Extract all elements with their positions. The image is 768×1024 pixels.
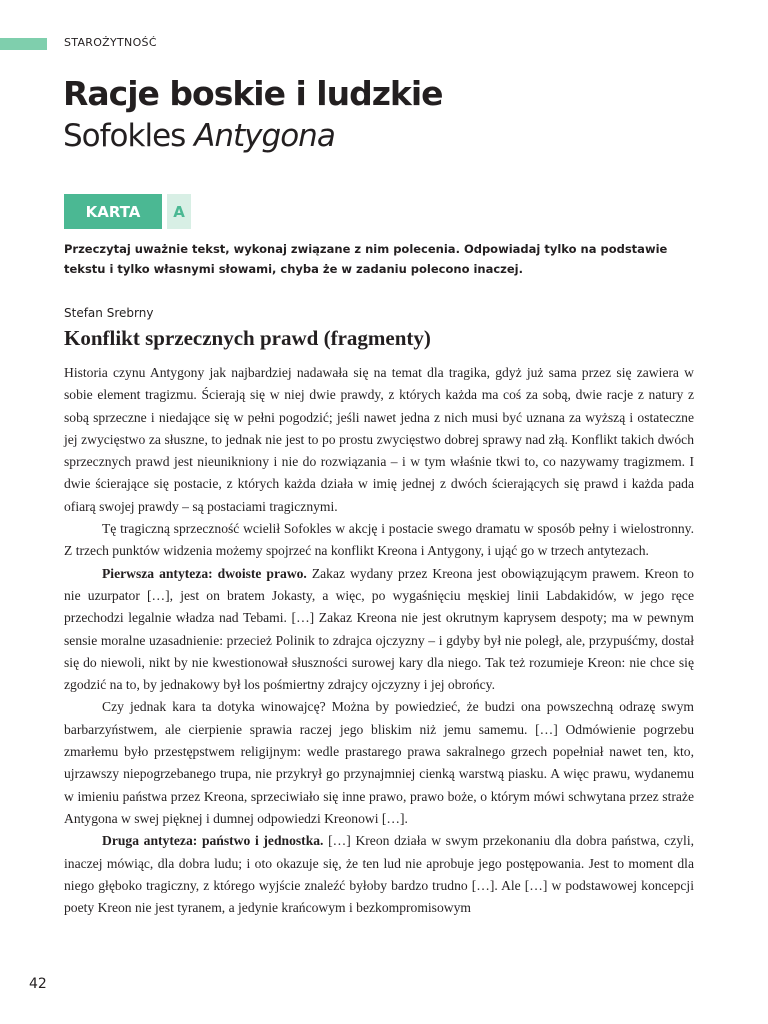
paragraph-2-body: Tę tragiczną sprzeczność wcielił Sofokles w akcję i postacie swego dramatu w sposób pełny i wielostronny. Z trzech punktów widzenia możemy spojrzeć na konflikt Kreona i Antygony, i ująć go w trzech antytezach. [64,521,694,559]
page-title: Racje boskie i ludzkie [63,74,443,113]
article-body [64,362,694,919]
paragraph-3-body: Zakaz wydany przez Kreona jest obowiązującym prawem. Kreon to nie uzurpator […], jest on bratem Jokasty, a więc, po wygaśnięciu męskiej linii Labdakidów, w jego ręce przechodzi legalnie władza nad Tebami. […] Zakaz Kreona nie jest okrutnym kaprysem despoty; ma w pewnym sensie moralne uzasadnienie: przecież Polinik to zdrajca ojczyzny – i gdyby był nie poległ, ale, przypuśćmy, dostał się do niewoli, nikt by nie kwestionował słuszności surowej kary dla niego. Tak też rozumieje Kreon: nie chce się zgodzić na to, by jednakowy był los pośmiertny zdrajcy ojczyzny i jej obrońcy. [64,565,694,693]
paragraph-4-body: Czy jednak kara ta dotyka winowajcę? Można by powiedzieć, że budzi ona powszechną odrazę swym barbarzyństwem, ale cierpienie sprawia raczej jego bliskim niż jemu samemu. […] Odmówienie pogrzebu zmarłemu było przestępstwem religijnym: wedle prastarego prawa sakralnego grzech popełniał nawet ten, kto, ujrzawszy niepogrzebanego trupa, nie przykrył go przynajmniej cienką warstwą piasku. A więc prawu, wydanemu w imieniu państwa przez Kreona, sprzeciwiało się inne prawo, prawo boże, o którym mówi schwytana przez straże Antygona w swej pięknej i dumnej odpowiedzi Kreonowi […]. [64,699,694,826]
paragraph-5-lead: Druga antyteza: państwo i jednostka. [102,833,324,849]
text-title-suffix: (fragmenty) [323,326,431,350]
instruction-text: Przeczytaj uważnie tekst, wykonaj związane z nim polecenia. Odpowiadaj tylko na podstawie tekstu i tylko własnymi słowami, chyba że w zadaniu polecono inaczej. [64,242,668,276]
page-number: 42 [29,976,47,992]
paragraph-2 [64,518,694,563]
section-label: STAROŻYTNOŚĆ [64,36,157,49]
text-author: Stefan Srebrny [64,306,154,320]
subtitle-author: Sofokles [63,118,186,154]
text-title [64,326,431,351]
paragraph-1 [64,362,694,518]
paragraph-3 [64,563,694,697]
subtitle-work: Antygona [194,118,335,154]
page-subtitle [63,118,335,154]
paragraph-1-body: Historia czynu Antygony jak najbardziej nadawała się na temat dla tragika, gdyż już sama przez się zawiera w sobie element tragizmu. Ścierają się w niej dwie prawdy, z których każda ma coś za sobą, dwie racje z natury z sobą sprzeczne i niedające się w pełni pogodzić; jeśli nawet jedna z nich musi być uznana za wyższą i ostateczne jej zwycięstwo za słuszne, to jednak nie jest to po prostu zwycięstwo dobrej sprawy nad złą. Konflikt takich dwóch sprzecznych prawd jest nieunikniony i nie do rozwiązania – i w tym właśnie tkwi to, co nazywamy tragizmem. I dwie ścierające się postacie, z których każda działa w imię jednej z dwóch ścierających się prawd i każda pada ofiarą swojej prawdy – są postaciami tragicznymi. [64,365,694,514]
card-letter-box: A [167,194,191,229]
paragraph-3-lead: Pierwsza antyteza: dwoiste prawo. [102,565,307,581]
paragraph-5 [64,830,694,919]
section-accent-bar [0,38,47,50]
paragraph-5-body: […] Kreon działa w swym przekonaniu dla dobra państwa, czyli, inaczej mówiąc, dla dobra ludu; i oto okazuje się, że ten lud nie aprobuje jego postępowania. Jest to moment dla niego głęboko tragiczny, z którego wyjście znaleźć byłoby bardzo trudno […]. Ale […] w podstawowej koncepcji poety Kreon nie jest tyranem, a jedynie krańcowym i bezkompromisowym [64,833,694,916]
paragraph-4 [64,696,694,830]
text-title-main: Konflikt sprzecznych prawd [64,326,319,350]
card-label-box: KARTA [64,194,162,229]
